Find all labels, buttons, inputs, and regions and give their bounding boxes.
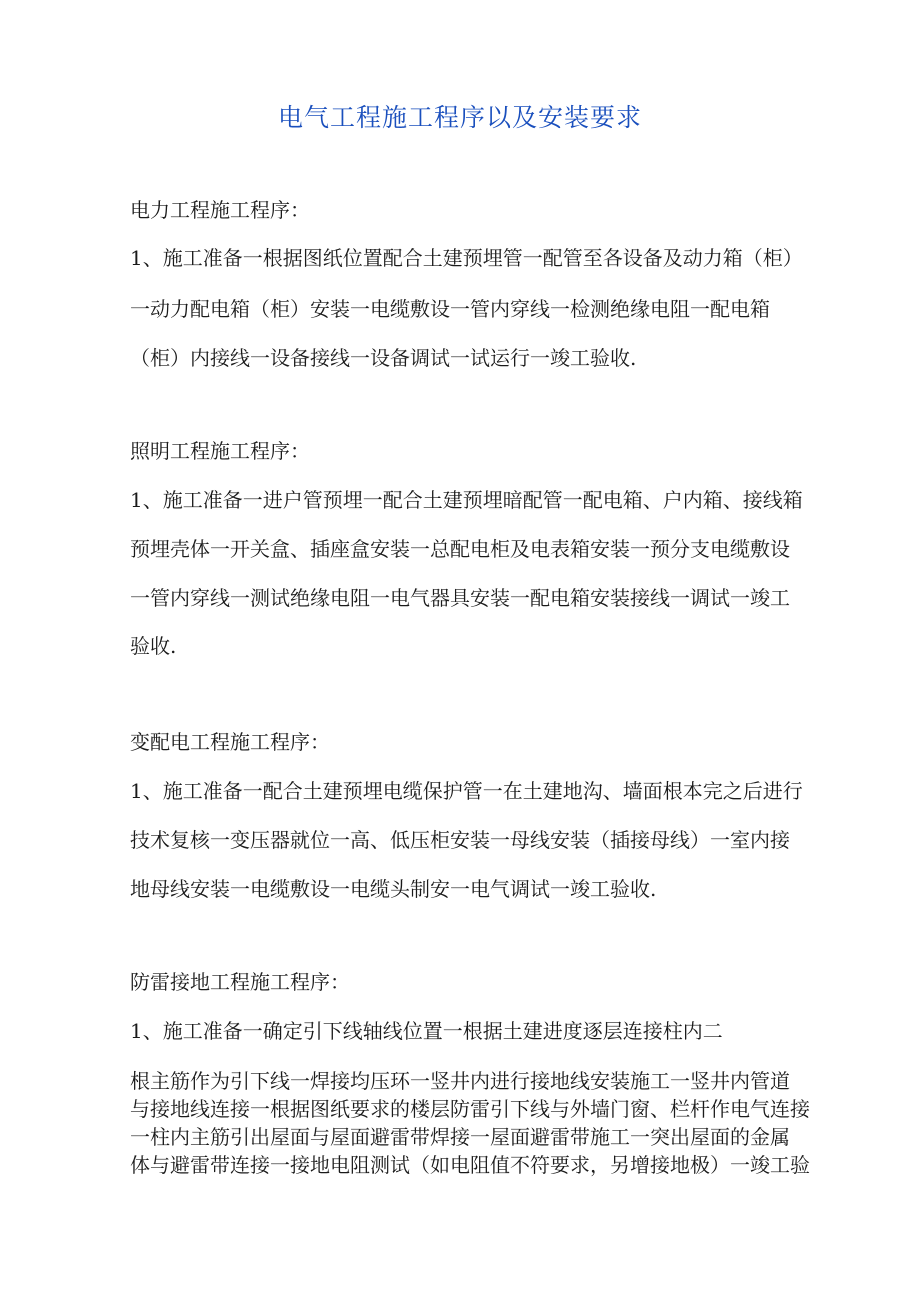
paragraph-line: 地母线安装一电缆敷设一电缆头制安一电气调试一竣工验收.: [130, 877, 657, 901]
paragraph-line: 1、施工准备一根据图纸位置配合土建预埋管一配管至各设备及动力箱（柜）: [130, 246, 803, 270]
section-heading-power: 电力工程施工程序：: [130, 198, 310, 222]
paragraph-line: 1、施工准备一确定引下线轴线位置一根据土建进度逐层连接柱内二: [130, 1019, 723, 1043]
paragraph-line: 预埋壳体一开关盒、插座盒安装一总配电柜及电表箱安装一预分支电缆敷设: [130, 537, 790, 561]
paragraph-line: 根主筋作为引下线一焊接均压环一竖井内进行接地线安装施工一竖井内管道: [130, 1069, 790, 1093]
paragraph-line: 体与避雷带连接一接地电阻测试（如电阻值不符要求，另增接地极）一竣工验: [130, 1153, 810, 1177]
paragraph-line: 验收.: [130, 634, 177, 658]
paragraph-line: （柜）内接线一设备接线一设备调试一试运行一竣工验收.: [130, 346, 637, 370]
paragraph-line: 一动力配电箱（柜）安装一电缆敷设一管内穿线一检测绝缘电阻一配电箱: [130, 297, 770, 321]
document-title: 电气工程施工程序以及安装要求: [277, 103, 642, 132]
paragraph-line: 1、施工准备一进户管预埋一配合土建预埋暗配管一配电箱、户内箱、接线箱: [130, 488, 803, 512]
paragraph-line: 与接地线连接一根据图纸要求的楼层防雷引下线与外墙门窗、栏杆作电气连接: [130, 1097, 810, 1121]
paragraph-line: 一管内穿线一测试绝缘电阻一电气器具安装一配电箱安装接线一调试一竣工: [130, 586, 790, 610]
section-heading-lightning-grounding: 防雷接地工程施工程序：: [130, 970, 350, 994]
section-heading-lighting: 照明工程施工程序：: [130, 439, 310, 463]
paragraph-line: 一柱内主筋引出屋面与屋面避雷带焊接一屋面避雷带施工一突出屋面的金属: [130, 1125, 790, 1149]
section-heading-substation: 变配电工程施工程序：: [130, 730, 330, 754]
paragraph-line: 1、施工准备一配合土建预埋电缆保护管一在土建地沟、墙面根本完之后进行: [130, 779, 803, 803]
paragraph-line: 技术复核一变压器就位一高、低压柜安装一母线安装（插接母线）一室内接: [130, 828, 790, 852]
